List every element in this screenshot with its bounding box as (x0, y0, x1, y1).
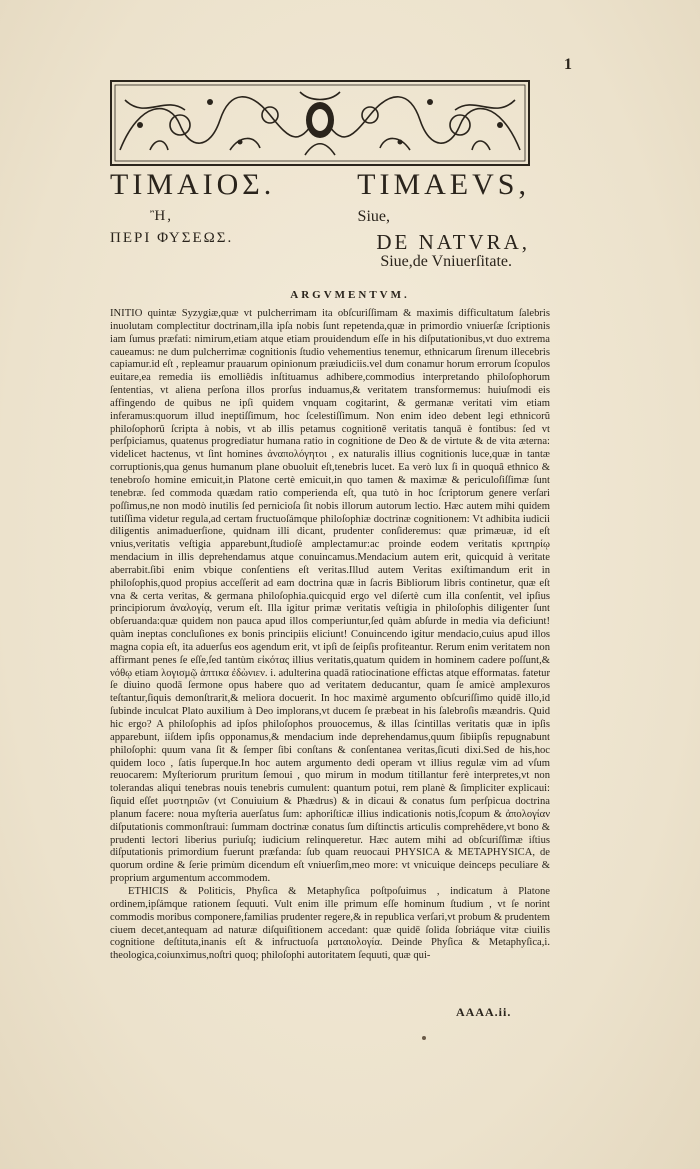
latin-de-vniuersitate: Siue,de Vniuerſitate. (380, 253, 512, 270)
subtitle-row-3 (110, 253, 530, 271)
ink-spot (422, 1036, 426, 1040)
greek-he: Ἢ, (150, 208, 173, 224)
ornamental-headpiece (110, 80, 530, 166)
title-greek: ΤΙΜΑΙΟΣ. (110, 168, 276, 201)
title-row (110, 168, 530, 202)
subtitle-row-2 (110, 230, 530, 255)
greek-peri-physeos: ΠΕΡΙ ΦΥΣΕΩΣ. (110, 230, 234, 246)
latin-de-natura: DE NATVRA, (376, 230, 530, 254)
argument-heading: ARGVMENTVM. (290, 289, 410, 301)
signature-mark: AAAA.ii. (456, 1005, 512, 1019)
latin-siue: Siue, (357, 208, 390, 225)
title-latin: TIMAEVS, (357, 168, 530, 201)
paragraph-2: ETHICIS & Politicis, Phyſica & Metaphyſica poſtpoſuimus , indicatum à Platone ordinem,ipſámque rationem ſequuti. Vult enim ille primum eſſe hominum ſtudium , vt ſe norint commodis moribus componere,familias prudenter regere,& in republica verſari,vt probum & prudentem ciuem decet,antequam ad naturæ diſquiſitionem accedant: quæ quidē ſolida ſobriáque vitæ ciuilis cognitione deſtituta,inanis eſt & infructuoſa ματαιολογία. Deinde Phyſica & Metaphyſica,i. theologica,coiunximus,noſtri quoq; philoſophi autoritatem ſequuti, quæ qui- (110, 885, 550, 962)
subtitle-row-1 (110, 208, 530, 226)
paragraph-1: INITIO quintæ Syzygiæ,quæ vt pulcherrimam ita obſcuriſſimam & maximis difficultatum ſalebris inuolutam complectitur doctrinam,illa ipſa nobis ſunt repetenda,quæ in primordio vniuerſæ ſcriptionis iam ſumus præfati: nimirum,etiam atque etiam prouidendum eſſe in his diſputationibus,vt duo extrema caueamus: ne dum pulcherrimæ cognitionis ſtudio vehementius tenemur, ethnicarum ſirenum illecebris capiamur.id eſt , repleamur prauarum opinionum præiudiciis.vel dum conamur horum errorum ſcopulos euitare,ea remedia iis emolliêdis inſtituamus adhibere,commodius interpretando philoſophorum ſententias, vt aliena perſona illos prorſus induamus,& veritatem transformemus: huiuſmodi eis affingendo de quibus ne ipſi quidem vnquam cogitarint, & germanæ veritati vim etiam inferamus:quorum illud ineptiſſimum, hoc ſcelestiſſimum. Non enim ideo debent legi ethnicorũ philoſophorũ ſcripta à nobis, vt ab illis petamus cognitionē veritatis tanquā è fontibus: ſed vt perſpiciamus, quatenus progrediatur humana ratio in cognitione de Deo & de virtute & de vita æterna: videlicet hactenus, vt ſint homines ἀναπολόγητοι , ex naturalis illius cognitionis luce,quæ in tantæ corruptionis,qua genus humanum plane obuoluit eſt,tenebris lucet. Ea verò lux ſi in quoquâ ethnico & tenebroſo homine emicuit,in Platone certè emicuit,in quo tamen & maximæ & periculoſiſſimæ ſunt tenebræ. ſed commoda quædam ratio comperienda eſt, qua tutò in hoc ſcriptorum genere verſari poſſimus,ne non modò inutilis ſed pernicioſa ſit nobis illorum autorum lectio. Hæc autem mihi quidem tutiſſima videtur regula,ad certam fructuoſámque philoſophiæ doctrinæ cognitionem: Vt adhibita iudicii diligentis animaduerſione, quidnam illi dicant, prudenter conſideremus: quæ primæuæ, id eſt vnius,veritatis veſtigia apparebunt,ſtudioſè amplectamur:ac proinde eodem veritatis κριτηρίῳ mendacium in illis deprehendamus atque conuincamus.Mendacium autem erit, quicquid à veritate aberrabit.ſibi enim vbique conſentiens eſt veritas.Illud autem Veritas exiſtimandum erit in philoſophis,quod propius acceſſerit ad eam doctrina quæ in ſacris Bibliorum libris continetur, quæ eſt vna & certa veritas, & germana philoſophia.quicquid ergo vel diſertè cum illa conſentit, vel ipſius principiorum ἀναλογίᾳ, verum eſt. Illa igitur primæ veritatis veſtigia in philoſophis diligenter ſunt obſeruanda:quæ quidem non pauca apud illos comperiuntur,ſed quàm abſurde in media via deficiunt! quàm ineptas concluſiones ex bonis principiis eliciunt! Conuincendo igitur mendacio,cuius apud illos magna copia eſt, ita aduerſus eos agendum erit, vt ipſi de ſeipſis profiteantur. Rerum enim veritatem non affirmant penes ſe eſſe,ſed tantùm εἰκότας illius veritatis,quatum quidem in hominem cadere poſſunt,& νόθῳ etiam λογισμῷ ἁπτικα ἐδὼνιεν. i. adulterina quadā ratiocinatione effictas atque efformatas. fatetur ſe diuino quodā ſermone opus habere quo ad veritatem deducantur, quam ſe amicè amplexuros teſtantur,ſiquis demonſtrarit,& meliora docuerit. In hoc maximè argumento obſcuriſſimo quidē illo,id ſubinde inculcat Plato auxilium à Deo implorans,vt ducem ſe præbeat in his ſalebroſis mæandris. Quid hic ergo? A philoſophis ad ipſos philoſophos prouocemus, & illas ſcintillas veritatis quæ in ipſis apparebunt, iiſdem ipſis opponamus,& mendacium inde deprehendamus,quum ſibiipſis repugnabunt philoſophi: quum vana ſit & ſemper ſibi conſtans & conſentanea veritas,ſicuti dixi.Sed de his,hoc quidem loco , ſatis ſuperque.In hoc autem argumento dedi operam vt illius regulæ vim ad vſum reuocarem: Myſteriorum pruritum ſemoui , quo mirum in modum titillantur ferè interpretes,vt non tolerandas aliqui tenebras nouis tenebris cumulent: quantum potui, rem planè & ſimpliciter explicaui: ſiquid eſſet μυστηριῶν (vt Conuiuium & Phædrus) & in dicaui & conatus ſum perſpicua doctrina planum facere: noua myſteria auerſatus ſum: aphoriſticæ illius indicationis notis,ſcopum & ἀπολογίαν diſputationis commonſtraui: ſummam doctrinæ conatus ſum diſtinctis articulis comprehēdere,vt bono & prudenti lectori liberius puriuſq; iudicium relinqueretur. Hæc autem mihi ad obſcuriſſimæ iſtius diſputationis primordium fuerunt præfanda: ſub quam reuocaui PHYSICA & METAPHYSICA, de quorum ordine & ſerie primùm dicendum eſt vniuerſim,meo more: vt vnicuique deinceps peculiare & proprium argumentum accommodem. (110, 308, 550, 885)
folio-number: 1 (564, 56, 572, 73)
argument-body (110, 308, 550, 963)
